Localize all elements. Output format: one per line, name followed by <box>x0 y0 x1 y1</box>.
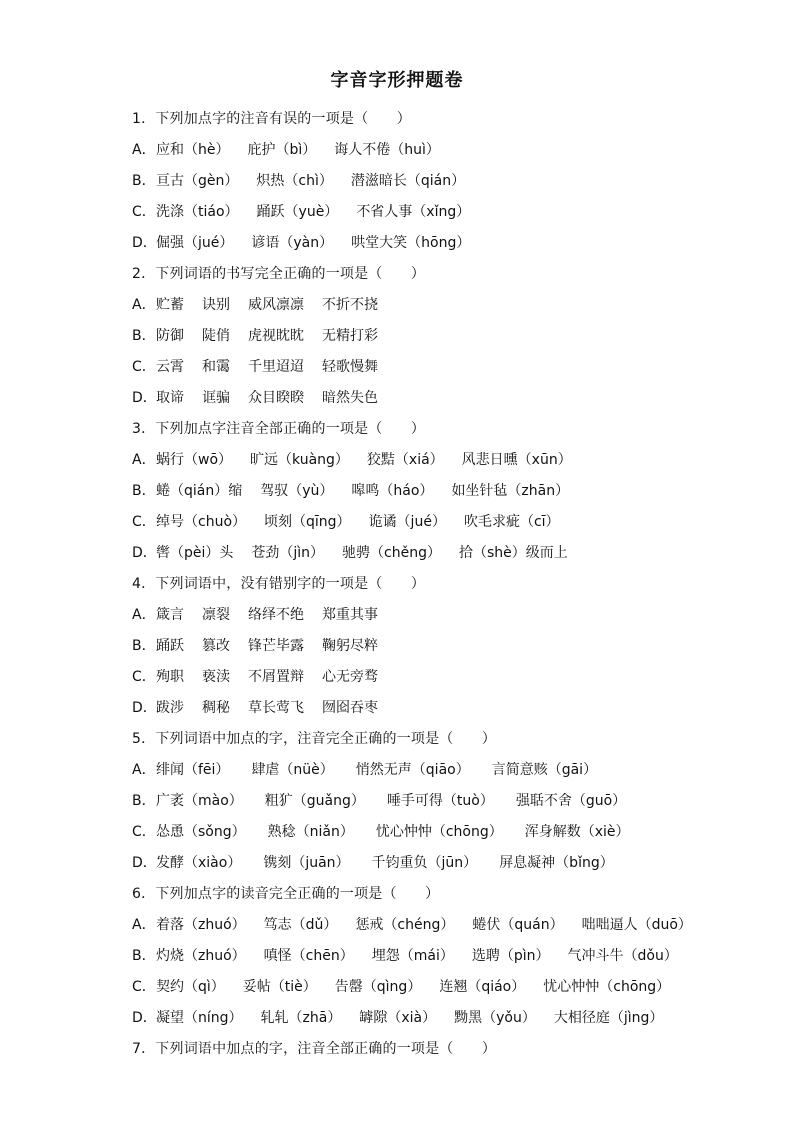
option-item: 镌刻（juān） <box>263 855 350 871</box>
option-b[interactable] <box>132 786 752 817</box>
option-c[interactable] <box>132 352 752 383</box>
option-item: 怂恿（sǒng） <box>156 824 246 840</box>
option-item: 嗥鸣（háo） <box>351 483 434 499</box>
option-label: A． <box>132 762 156 778</box>
option-label: C． <box>132 359 156 375</box>
option-item: 炽热（chì） <box>256 173 333 189</box>
option-b[interactable] <box>132 166 752 197</box>
option-d[interactable] <box>132 228 752 259</box>
option-c[interactable] <box>132 817 752 848</box>
option-label: B． <box>132 638 156 654</box>
option-item: 契约（qì） <box>156 979 225 995</box>
option-item: 大相径庭（jìng） <box>553 1010 664 1026</box>
option-item: 浑身解数（xiè） <box>524 824 630 840</box>
option-item: 郑重其事 <box>322 607 378 623</box>
option-d[interactable] <box>132 1003 752 1034</box>
option-item: 踊跃（yuè） <box>256 204 339 220</box>
option-item: 稠秘 <box>202 700 230 716</box>
option-item: 惩戒（chéng） <box>355 917 455 933</box>
option-item: 蜷（qián）缩 <box>156 483 243 499</box>
option-item: 洗涤（tiáo） <box>156 204 239 220</box>
option-item: 箴言 <box>156 607 184 623</box>
option-label: C． <box>132 824 156 840</box>
option-item: 跋涉 <box>156 700 184 716</box>
option-item: 鞠躬尽粹 <box>322 638 378 654</box>
question-stem: 7．下列词语中加点的字，注音全部正确的一项是（ ） <box>132 1041 497 1057</box>
option-item: 不折不挠 <box>322 297 378 313</box>
option-label: D． <box>132 700 157 716</box>
option-d[interactable] <box>132 538 752 569</box>
option-label: D． <box>132 855 157 871</box>
option-item: 络绎不绝 <box>248 607 304 623</box>
option-item: 陡俏 <box>202 328 230 344</box>
option-label: C． <box>132 669 156 685</box>
option-item: 发酵（xiào） <box>156 855 242 871</box>
question-stem: 1．下列加点字的注音有误的一项是（ ） <box>132 111 411 127</box>
option-label: C． <box>132 514 156 530</box>
option-c[interactable] <box>132 662 752 693</box>
option-c[interactable] <box>132 507 752 538</box>
option-item: 气冲斗牛（dǒu） <box>567 948 678 964</box>
option-label: A． <box>132 452 156 468</box>
option-label: B． <box>132 948 156 964</box>
option-item: 踊跃 <box>156 638 184 654</box>
option-d[interactable] <box>132 383 752 414</box>
option-item: 虎视眈眈 <box>248 328 304 344</box>
option-item: 罅隙（xià） <box>359 1010 437 1026</box>
option-label: C． <box>132 204 156 220</box>
option-item: 潜滋暗长（qián） <box>350 173 466 189</box>
option-item: 嗔怪（chēn） <box>263 948 354 964</box>
option-item: 驾驭（yù） <box>260 483 334 499</box>
option-item: 苍劲（jìn） <box>251 545 325 561</box>
option-label: A． <box>132 607 156 623</box>
option-item: 蜷伏（quán） <box>472 917 564 933</box>
option-item: 咄咄逼人（duō） <box>581 917 692 933</box>
option-item: 云霄 <box>156 359 184 375</box>
option-item: 防御 <box>156 328 184 344</box>
option-label: B． <box>132 483 156 499</box>
option-item: 告罄（qìng） <box>334 979 422 995</box>
option-item: 庇护（bì） <box>247 142 317 158</box>
option-item: 轻歌慢舞 <box>322 359 378 375</box>
option-d[interactable] <box>132 693 752 724</box>
option-c[interactable] <box>132 972 752 1003</box>
option-a[interactable] <box>132 290 752 321</box>
question-stem: 2．下列词语的书写完全正确的一项是（ ） <box>132 266 426 282</box>
option-item: 贮蓄 <box>156 297 184 313</box>
option-item: 无精打彩 <box>322 328 378 344</box>
option-item: 灼烧（zhuó） <box>156 948 246 964</box>
option-b[interactable] <box>132 321 752 352</box>
option-b[interactable] <box>132 631 752 662</box>
option-item: 肆虐（nüè） <box>251 762 334 778</box>
option-item: 唾手可得（tuò） <box>386 793 494 809</box>
option-label: A． <box>132 142 156 158</box>
option-item: 亵渎 <box>202 669 230 685</box>
option-item: 旷远（kuàng） <box>250 452 349 468</box>
option-item: 拾（shè）级而上 <box>459 545 568 561</box>
option-item: 不屑置辩 <box>248 669 304 685</box>
option-label: A． <box>132 917 156 933</box>
option-item: 绯闻（fēi） <box>156 762 230 778</box>
option-item: 谚语（yàn） <box>251 235 334 251</box>
option-a[interactable] <box>132 600 752 631</box>
option-item: 熟稔（niǎn） <box>267 824 354 840</box>
option-item: 轧轧（zhā） <box>260 1010 342 1026</box>
option-item: 心无旁骛 <box>322 669 378 685</box>
option-b[interactable] <box>132 941 752 972</box>
option-label: B． <box>132 328 156 344</box>
option-item: 囫囵吞枣 <box>322 700 378 716</box>
option-item: 广袤（mào） <box>156 793 243 809</box>
option-item: 殉职 <box>156 669 184 685</box>
option-item: 言简意赅（gāi） <box>491 762 598 778</box>
option-item: 埋怨（mái） <box>371 948 454 964</box>
option-item: 和霭 <box>202 359 230 375</box>
option-c[interactable] <box>132 197 752 228</box>
option-item: 亘古（gèn） <box>156 173 239 189</box>
option-label: C． <box>132 979 156 995</box>
option-item: 狡黠（xiá） <box>366 452 444 468</box>
option-label: D． <box>132 545 157 561</box>
option-item: 忧心忡忡（chōng） <box>543 979 671 995</box>
option-item: 篡改 <box>202 638 230 654</box>
option-a[interactable] <box>132 135 752 166</box>
option-item: 风悲日曛（xūn） <box>461 452 572 468</box>
option-b[interactable] <box>132 476 752 507</box>
option-item: 蜗行（wō） <box>156 452 233 468</box>
option-label: D． <box>132 235 157 251</box>
option-item: 连翘（qiáo） <box>439 979 526 995</box>
option-item: 倔强（jué） <box>156 235 234 251</box>
option-item: 屏息凝神（bǐng） <box>499 855 614 871</box>
option-label: A． <box>132 297 156 313</box>
page-title: 字音字形押题卷 <box>330 70 464 91</box>
option-item: 强聒不舍（guō） <box>515 793 627 809</box>
question-list <box>132 104 752 1065</box>
option-item: 黝黑（yǒu） <box>454 1010 536 1026</box>
option-item: 不省人事（xǐng） <box>356 204 471 220</box>
option-item: 诓骗 <box>202 390 230 406</box>
question-stem: 5．下列词语中加点的字，注音完全正确的一项是（ ） <box>132 731 497 747</box>
option-item: 哄堂大笑（hōng） <box>351 235 471 251</box>
option-a[interactable] <box>132 445 752 476</box>
option-item: 千钧重负（jūn） <box>371 855 478 871</box>
option-item: 妥帖（tiè） <box>242 979 317 995</box>
option-item: 笃志（dǔ） <box>263 917 338 933</box>
option-item: 粗犷（guǎng） <box>264 793 365 809</box>
option-item: 辔（pèi）头 <box>156 545 234 561</box>
option-item: 悄然无声（qiāo） <box>355 762 470 778</box>
option-item: 威风凛凛 <box>248 297 304 313</box>
option-item: 众目睽睽 <box>248 390 304 406</box>
option-item: 诀别 <box>202 297 230 313</box>
option-a[interactable] <box>132 755 752 786</box>
option-item: 应和（hè） <box>156 142 230 158</box>
option-item: 诲人不倦（huì） <box>334 142 440 158</box>
option-label: B． <box>132 793 156 809</box>
option-item: 着落（zhuó） <box>156 917 246 933</box>
option-item: 取谛 <box>156 390 184 406</box>
option-item: 选聘（pìn） <box>471 948 550 964</box>
option-label: B． <box>132 173 156 189</box>
option-item: 绰号（chuò） <box>156 514 247 530</box>
option-item: 凝望（níng） <box>156 1010 243 1026</box>
question-stem: 6．下列加点字的读音完全正确的一项是（ ） <box>132 886 440 902</box>
option-item: 吹毛求疵（cī） <box>463 514 560 530</box>
option-label: D． <box>132 1010 157 1026</box>
option-item: 忧心忡忡（chōng） <box>375 824 503 840</box>
option-item: 诡谲（jué） <box>368 514 446 530</box>
option-d[interactable] <box>132 848 752 879</box>
option-item: 暗然失色 <box>322 390 378 406</box>
option-a[interactable] <box>132 910 752 941</box>
option-item: 顷刻（qīng） <box>264 514 351 530</box>
option-item: 凛裂 <box>202 607 230 623</box>
question-stem: 3．下列加点字注音全部正确的一项是（ ） <box>132 421 426 437</box>
option-item: 锋芒毕露 <box>248 638 304 654</box>
option-label: D． <box>132 390 157 406</box>
option-item: 驰骋（chěng） <box>342 545 441 561</box>
option-item: 如坐针毡（zhān） <box>451 483 570 499</box>
question-stem: 4．下列词语中，没有错别字的一项是（ ） <box>132 576 426 592</box>
option-item: 千里迢迢 <box>248 359 304 375</box>
option-item: 草长莺飞 <box>248 700 304 716</box>
